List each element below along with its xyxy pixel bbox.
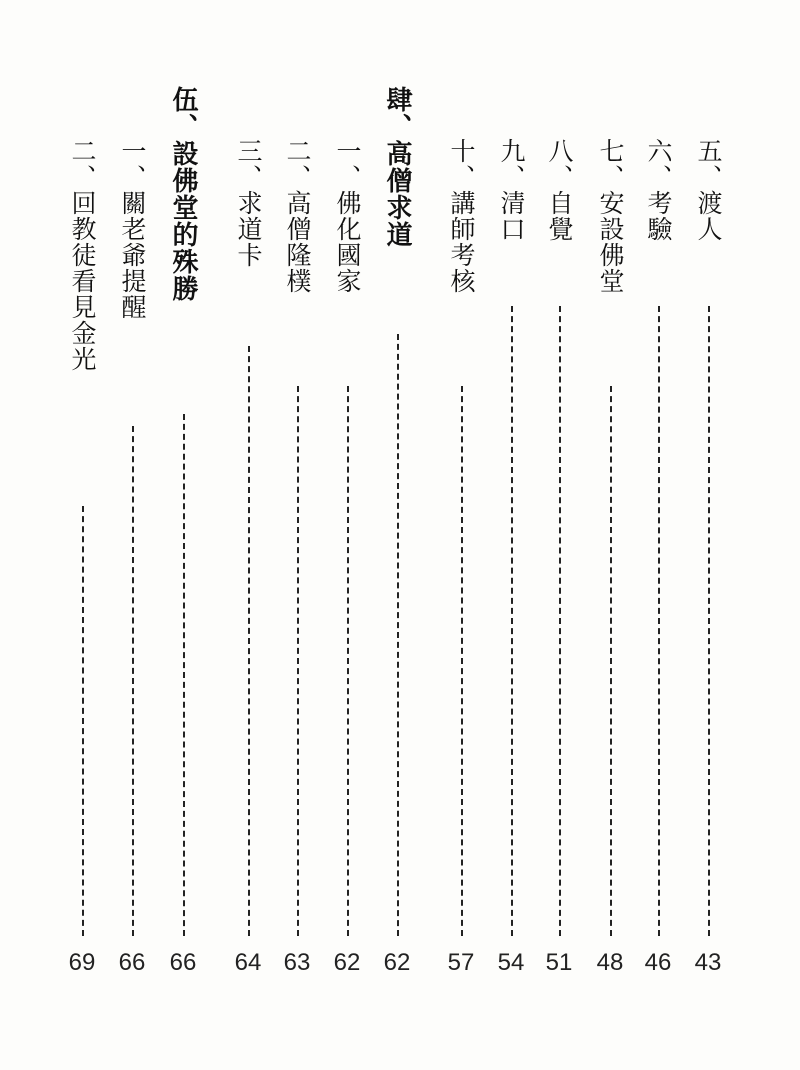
toc-entry-page-number: 62 (333, 949, 361, 976)
toc-section-heading-4 (377, 86, 417, 978)
toc-entry-5 (491, 138, 531, 978)
toc-entry-title: 七、安設佛堂 (596, 138, 625, 294)
dotted-leader (248, 346, 250, 936)
toc-section-heading-5 (163, 86, 203, 978)
dotted-leader (347, 386, 349, 936)
toc-entry-title: 二、高僧隆樸 (283, 138, 312, 294)
toc-entry-title: 三、求道卡 (234, 138, 263, 268)
toc-entry-title: 伍、設佛堂的殊勝 (168, 86, 198, 302)
toc-entry-page-number: 69 (68, 949, 96, 976)
toc-entry-13 (62, 138, 102, 978)
toc-entry-page-number: 64 (234, 949, 262, 976)
toc-entry-title: 十、講師考核 (447, 138, 476, 294)
dotted-leader (658, 306, 660, 936)
toc-entry-page-number: 62 (383, 949, 411, 976)
toc-entry-title: 肆、高僧求道 (382, 86, 412, 248)
toc-entry-page-number: 66 (118, 949, 146, 976)
toc-entry-1 (688, 138, 728, 978)
toc-entry-12 (112, 138, 152, 978)
dotted-leader (511, 306, 513, 936)
dotted-leader (461, 386, 463, 936)
toc-entry-page-number: 51 (545, 949, 573, 976)
dotted-leader (183, 414, 185, 936)
toc-entry-page-number: 54 (497, 949, 525, 976)
dotted-leader (559, 306, 561, 936)
toc-entry-title: 九、清口 (497, 138, 526, 242)
dotted-leader (297, 386, 299, 936)
toc-entry-page-number: 57 (447, 949, 475, 976)
dotted-leader (82, 506, 84, 936)
toc-entry-page-number: 66 (169, 949, 197, 976)
toc-entry-2 (638, 138, 678, 978)
toc-entry-10 (228, 138, 268, 978)
dotted-leader (610, 386, 612, 936)
toc-entry-title: 八、自覺 (545, 138, 574, 242)
toc-entry-title: 二、回教徒看見金光 (68, 138, 97, 372)
toc-entry-title: 五、渡人 (694, 138, 723, 242)
dotted-leader (132, 426, 134, 936)
toc-entry-page-number: 43 (694, 949, 722, 976)
toc-entry-9 (277, 138, 317, 978)
dotted-leader (397, 334, 399, 936)
toc-entry-page-number: 48 (596, 949, 624, 976)
toc-entry-4 (539, 138, 579, 978)
toc-entry-page-number: 63 (283, 949, 311, 976)
toc-entry-3 (590, 138, 630, 978)
toc-entry-title: 六、考驗 (644, 138, 673, 242)
toc-entry-8 (327, 138, 367, 978)
toc-entry-title: 一、佛化國家 (333, 138, 362, 294)
dotted-leader (708, 306, 710, 936)
toc-entry-title: 一、關老爺提醒 (118, 138, 147, 320)
toc-entry-page-number: 46 (644, 949, 672, 976)
toc-entry-6 (441, 138, 481, 978)
